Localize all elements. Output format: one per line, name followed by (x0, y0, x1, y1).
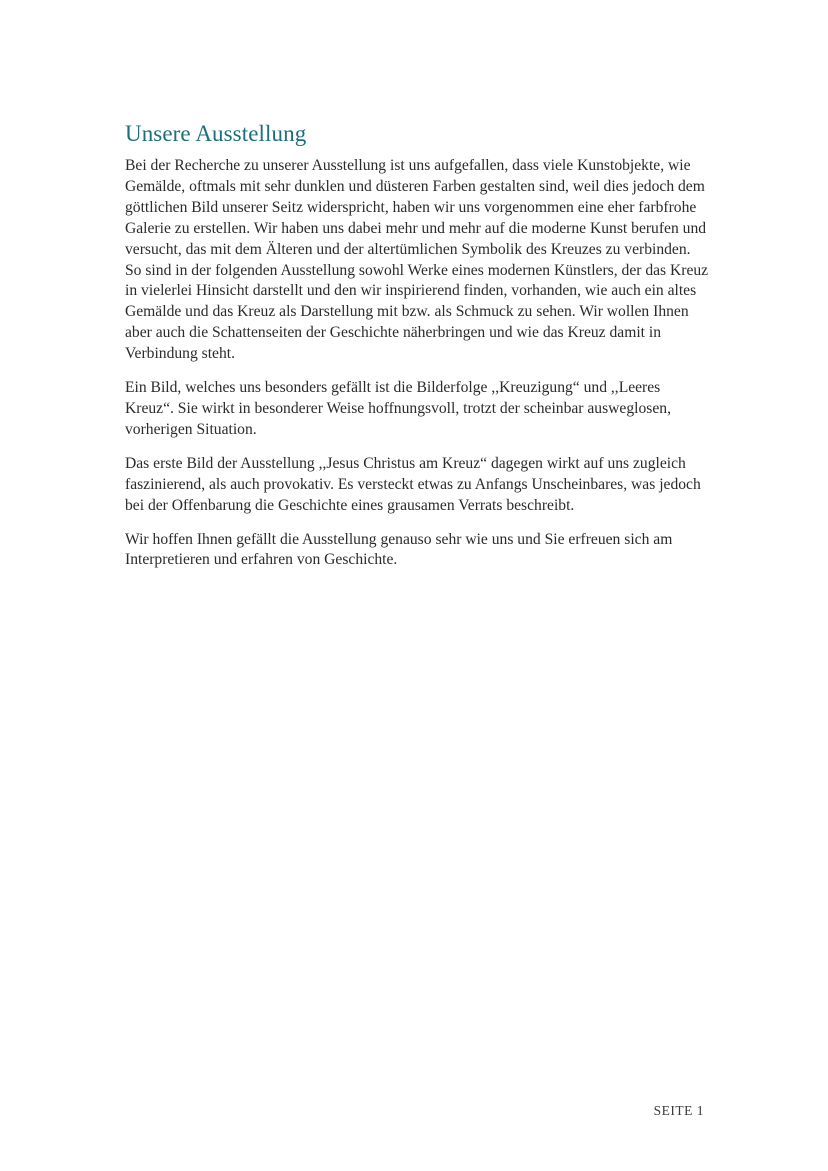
paragraph-first-image: Das erste Bild der Ausstellung ,,Jesus Christus am Kreuz“ dagegen wirkt auf uns zugleich faszinierend, als auch provokativ. Es versteckt etwas zu Anfangs Unscheinbares, was jedoch bei der Offenbarung die Geschichte eines grausamen Verrats beschreibt. (125, 454, 701, 514)
paragraph-favorite-image: Ein Bild, welches uns besonders gefällt ist die Bilderfolge ,,Kreuzigung“ und ,,Leeres Kreuz“. Sie wirkt in besonderer Weise hoffnungsvoll, trotzt der scheinbar ausweglosen, vorherigen Situation. (125, 379, 671, 438)
page-number: SEITE 1 (653, 1103, 704, 1118)
document-content (125, 118, 710, 584)
paragraph-closing: Wir hoffen Ihnen gefällt die Ausstellung genauso sehr wie uns und Sie erfreuen sich am Interpretieren und erfahren von Geschichte. (125, 530, 673, 569)
paragraph-intro: Bei der Recherche zu unserer Ausstellung ist uns aufgefallen, dass viele Kunstobjekte, wie Gemälde, oftmals mit sehr dunklen und düsteren Farben gestalten sind, weil dies jedoch dem göttlichen Bild unserer Seitz widerspricht, haben wir uns vorgenommen eine eher farbfrohe Galerie zu erstellen. Wir haben uns dabei mehr und mehr auf die moderne Kunst berufen und versucht, das mit dem Älteren und der altertümlichen Symbolik des Kreuzes zu verbinden. So sind in der folgenden Ausstellung sowohl Werke eines modernen Künstlers, der das Kreuz in vielerlei Hinsicht darstellt und den wir inspirierend finden, vorhanden, wie auch ein altes Gemälde und das Kreuz als Darstellung mit bzw. als Schmuck zu sehen. Wir wollen Ihnen aber auch die Schattenseiten der Geschichte näherbringen und wie das Kreuz damit in Verbindung steht. (125, 157, 709, 363)
page-title: Unsere Ausstellung (125, 121, 307, 146)
